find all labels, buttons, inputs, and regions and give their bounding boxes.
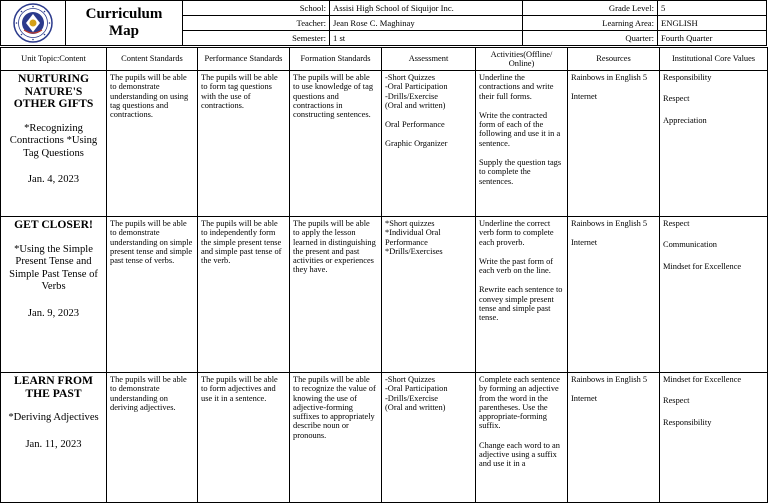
table-row: [1, 373, 768, 503]
header-table: [0, 0, 767, 46]
col-header-core-values: Institutional Core Values: [660, 48, 768, 71]
formation-standard-cell: The pupils will be able to recognize the value of knowing the use of adjective-forming suffixes to appropriately describe noun or pronouns.: [290, 373, 382, 503]
activity-item: Complete each sentence by forming an adjective from the word in the parentheses. Use the appropriate-forming suffix.: [479, 375, 560, 431]
assessment-item: *Short quizzes: [385, 219, 435, 228]
topic-cell: [1, 373, 107, 503]
resources-cell: [568, 71, 660, 217]
col-header-assessment: Assessment: [382, 48, 476, 71]
activity-item: Rewrite each sentence to convey simple present tense and simple past tense.: [479, 285, 563, 323]
resource-item: Internet: [571, 238, 598, 248]
activity-item: Write the past form of each verb on the line.: [479, 256, 554, 276]
document-title: Curriculum Map: [66, 1, 183, 46]
assessment-cell: [382, 217, 476, 373]
assessment-cell: [382, 71, 476, 217]
assessment-item: -Drills/Exercise: [385, 393, 439, 403]
topic-cell: [1, 71, 107, 217]
col-header-topic: Unit Topic:Content: [1, 48, 107, 71]
learning-area-label: Learning Area:: [523, 16, 658, 31]
activities-cell: [476, 217, 568, 373]
quarter-label: Quarter:: [523, 31, 658, 46]
core-value-item: Respect: [663, 94, 690, 104]
logo-cell: [1, 1, 66, 46]
topic-date: Jan. 9, 2023: [27, 307, 80, 319]
formation-standard-cell: The pupils will be able to apply the lesson learned in distinguishing the present and past activities or experiences they have.: [290, 217, 382, 373]
core-value-item: Responsibility: [663, 417, 712, 427]
content-standard-cell: The pupils will be able to demonstrate understanding on using tag questions and contractions.: [107, 71, 198, 217]
activity-item: Write the contracted form of each of the following and use it in a sentence.: [479, 110, 561, 148]
deped-seal-icon: [13, 3, 53, 43]
assessment-item: (Oral and written): [385, 402, 446, 412]
school-value: Assisi High School of Siquijor Inc.: [330, 1, 523, 16]
table-row: [1, 71, 768, 217]
activity-item: Underline the correct verb form to complete each proverb.: [479, 219, 554, 247]
teacher-label: Teacher:: [183, 16, 330, 31]
quarter-value: Fourth Quarter: [658, 31, 767, 46]
topic-subtopics: *Deriving Adjectives: [8, 412, 99, 423]
column-header-row: [1, 48, 768, 71]
semester-value: 1 st: [330, 31, 523, 46]
school-label: School:: [183, 1, 330, 16]
resource-item: Internet: [571, 394, 598, 404]
content-standard-cell: The pupils will be able to demonstrate understanding on simple present tense and simple past tense of verbs.: [107, 217, 198, 373]
core-values-cell: [660, 373, 768, 503]
resources-cell: [568, 373, 660, 503]
assessment-item: *Individual Oral Performance: [385, 228, 441, 247]
core-value-item: Responsibility: [663, 73, 712, 82]
topic-cell: [1, 217, 107, 373]
core-values-cell: [660, 71, 768, 217]
core-value-item: Respect: [663, 396, 690, 406]
col-header-content-standards: Content Standards: [107, 48, 198, 71]
core-values-cell: [660, 217, 768, 373]
core-value-item: Communication: [663, 240, 717, 250]
assessment-item: Graphic Organizer: [385, 139, 448, 149]
assessment-item: (Oral and written): [385, 100, 446, 110]
topic-date: Jan. 4, 2023: [27, 174, 80, 185]
assessment-item: -Drills/Exercise: [385, 91, 439, 101]
grade-value: 5: [658, 1, 767, 16]
grade-label: Grade Level:: [523, 1, 658, 16]
topic-title: NURTURING NATURE'S OTHER GIFTS: [13, 72, 94, 110]
curriculum-grid: [0, 47, 768, 503]
col-header-activities: Activities(Offline/ Online): [476, 48, 568, 71]
topic-subtopics: *Using the Simple Present Tense and Simple Past Tense of Verbs: [9, 243, 98, 292]
resource-item: Rainbows in English 5: [571, 219, 648, 228]
core-value-item: Mindset for Excellence: [663, 375, 742, 384]
topic-title: GET CLOSER!: [14, 218, 93, 231]
activity-item: Supply the question tags to complete the sentences.: [479, 158, 562, 186]
core-value-item: Mindset for Excellence: [663, 261, 742, 271]
col-header-resources: Resources: [568, 48, 660, 71]
teacher-value: Jean Rose C. Maghinay: [330, 16, 523, 31]
activity-item: Underline the contractions and write their full forms.: [479, 73, 554, 101]
topic-date: Jan. 11, 2023: [25, 438, 82, 450]
content-standard-cell: The pupils will be able to demonstrate understanding on deriving adjectives.: [107, 373, 198, 503]
core-value-item: Respect: [663, 219, 690, 228]
table-row: [1, 217, 768, 373]
learning-area-value: ENGLISH: [658, 16, 767, 31]
assessment-cell: [382, 373, 476, 503]
col-header-formation-standards: Formation Standards: [290, 48, 382, 71]
resource-item: Rainbows in English 5: [571, 73, 648, 82]
assessment-item: Oral Performance: [385, 120, 445, 130]
core-value-item: Appreciation: [663, 115, 707, 125]
assessment-item: -Oral Participation: [385, 384, 448, 394]
assessment-item: -Short Quizzes: [385, 375, 436, 384]
formation-standard-cell: The pupils will be able to use knowledge of tag questions and contractions in constructing sentences.: [290, 71, 382, 217]
activities-cell: [476, 71, 568, 217]
topic-title: LEARN FROM THE PAST: [14, 374, 93, 400]
assessment-item: *Drills/Exercises: [385, 246, 443, 256]
resources-cell: [568, 217, 660, 373]
resource-item: Internet: [571, 92, 598, 102]
activity-item: Change each word to an adjective using a suffix and use it in a: [479, 440, 560, 469]
topic-subtopics: *Recognizing Contractions *Using Tag Questions: [9, 122, 98, 159]
performance-standard-cell: The pupils will be able to independently form the simple present tense and simple past tense of the verb.: [198, 217, 290, 373]
assessment-item: -Short Quizzes: [385, 73, 436, 82]
col-header-performance-standards: Performance Standards: [198, 48, 290, 71]
performance-standard-cell: The pupils will be able to form adjectives and use it in a sentence.: [198, 373, 290, 503]
performance-standard-cell: The pupils will be able to form tag questions with the use of contractions.: [198, 71, 290, 217]
semester-label: Semester:: [183, 31, 330, 46]
resource-item: Rainbows in English 5: [571, 375, 648, 384]
assessment-item: -Oral Participation: [385, 82, 448, 92]
activities-cell: [476, 373, 568, 503]
